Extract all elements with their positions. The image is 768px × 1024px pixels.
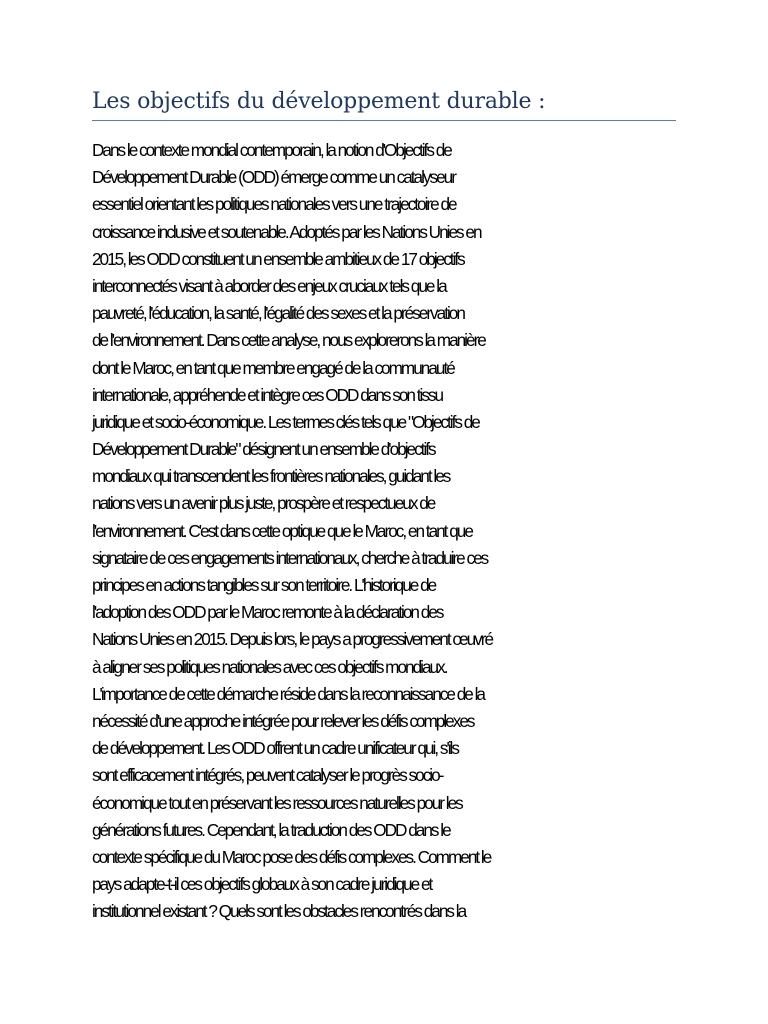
section-heading: Les objectifs du développement durable :	[92, 89, 546, 114]
paragraph-line: signataire de ces engagements internationaux, cherche à traduire ces	[92, 547, 488, 568]
paragraph-line: Développement Durable" désignent un ensemble d'objectifs	[92, 439, 435, 460]
paragraph-line: institutionnel existant ? Quels sont les obstacles rencontrés dans la	[92, 901, 466, 922]
paragraph-line: pays adapte-t-il ces objectifs globaux à son cadre juridique et	[92, 874, 432, 895]
paragraph-line: interconnectés visant à aborder des enjeux cruciaux tels que la	[92, 275, 446, 296]
paragraph-line: Développement Durable (ODD) émerge comme un catalyseur	[92, 167, 455, 188]
paragraph-line: économique tout en préservant les ressources naturelles pour les	[92, 792, 462, 813]
paragraph-line: l'adoption des ODD par le Maroc remonte à la déclaration des	[92, 602, 443, 623]
paragraph-line: 2015, les ODD constituent un ensemble ambitieux de 17 objectifs	[92, 248, 464, 269]
paragraph-line: nations vers un avenir plus juste, prospère et respectueux de	[92, 493, 435, 514]
paragraph-line: essentiel orientant les politiques nationales vers une trajectoire de	[92, 194, 456, 215]
paragraph-line: L'importance de cette démarche réside dans la reconnaissance de la	[92, 683, 484, 704]
paragraph-line: à aligner ses politiques nationales avec ces objectifs mondiaux.	[92, 656, 447, 677]
paragraph-line: générations futures. Cependant, la traduction des ODD dans le	[92, 819, 450, 840]
body-paragraph	[92, 137, 692, 925]
paragraph-line: nécessité d'une approche intégrée pour relever les défis complexes	[92, 710, 474, 731]
heading-underline-rule	[92, 120, 676, 121]
paragraph-line: pauvreté, l'éducation, la santé, l'égalité des sexes et la préservation	[92, 303, 464, 324]
paragraph-line: de développement. Les ODD offrent un cadre unificateur qui, s'ils	[92, 738, 458, 759]
paragraph-line: principes en actions tangibles sur son territoire. L'historique de	[92, 575, 436, 595]
paragraph-line: l'environnement. C'est dans cette optique que le Maroc, en tant que	[92, 520, 472, 541]
paragraph-line: internationale, appréhende et intègre ces ODD dans son tissu	[92, 384, 443, 405]
paragraph-line: juridique et socio-économique. Les termes clés tels que "Objectifs de	[92, 411, 479, 432]
paragraph-line: croissance inclusive et soutenable. Adoptés par les Nations Unies en	[92, 221, 481, 242]
paragraph-line: sont efficacement intégrés, peuvent catalyser le progrès socio-	[92, 765, 443, 786]
paragraph-line: Dans le contexte mondial contemporain, la notion d'Objectifs de	[92, 140, 451, 160]
paragraph-line: dont le Maroc, en tant que membre engagé de la communauté	[92, 357, 454, 378]
paragraph-line: Nations Unies en 2015. Depuis lors, le pays a progressivement œuvré	[92, 629, 493, 650]
paragraph-line: mondiaux qui transcendent les frontières nationales, guidant les	[92, 466, 450, 487]
paragraph-line: de l'environnement. Dans cette analyse, nous explorerons la manière	[92, 330, 485, 351]
paragraph-line: contexte spécifique du Maroc pose des défis complexes. Comment le	[92, 846, 491, 867]
